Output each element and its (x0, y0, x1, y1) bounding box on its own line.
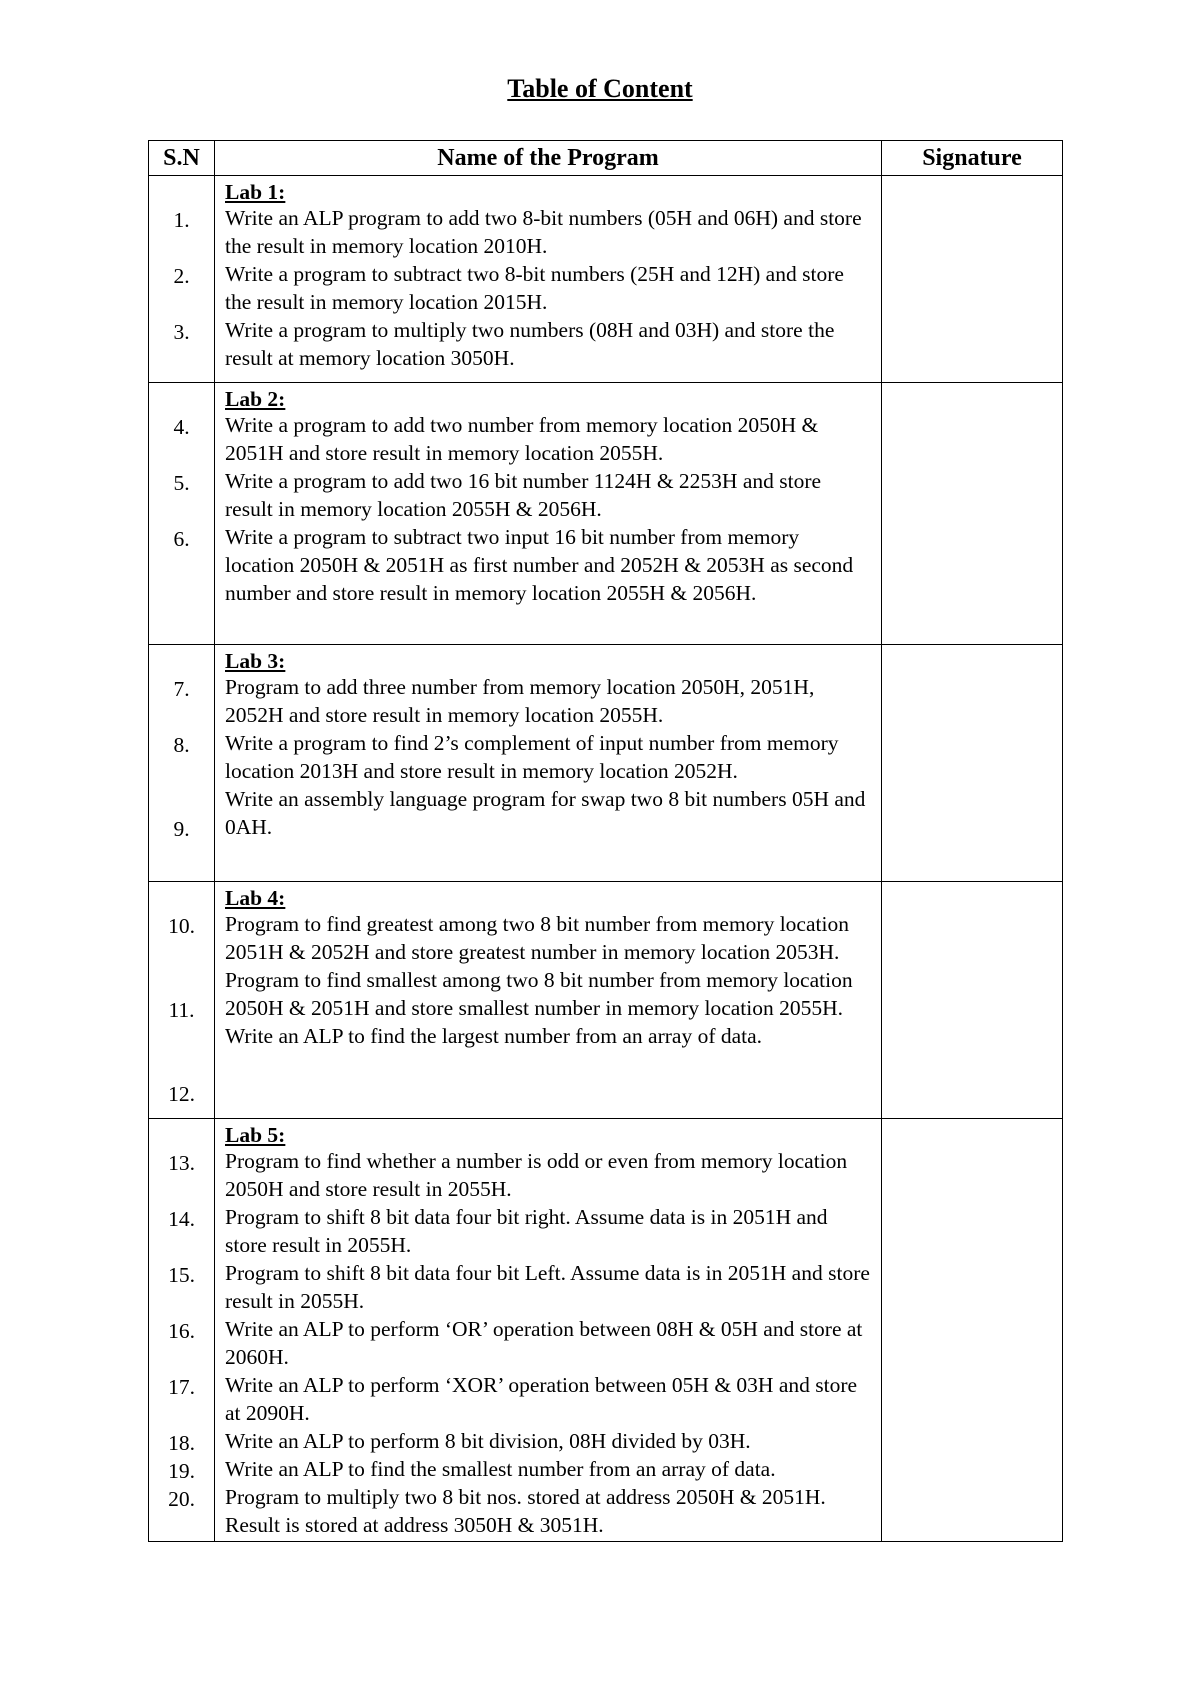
serial-number: 12. (168, 1082, 195, 1106)
program-description: Write a program to add two number from memory location 2050H & 2051H and store result in memory location 2055H. (225, 413, 819, 465)
serial-number: 17. (168, 1375, 195, 1399)
serial-number: 6. (173, 527, 190, 551)
serial-number: 13. (168, 1151, 195, 1175)
program-description: Write an ALP program to add two 8-bit numbers (05H and 06H) and store the result in memory location 2010H. (225, 206, 862, 258)
table-header-row (149, 141, 1063, 176)
serial-number: 7. (173, 677, 190, 701)
lab-row (149, 882, 1063, 1119)
program-description: Write an ALP to perform ‘XOR’ operation between 05H & 03H and store at 2090H. (225, 1373, 858, 1425)
lab-heading: Lab 4: (225, 886, 286, 910)
sn-cell (149, 383, 215, 645)
serial-number: 4. (173, 415, 190, 439)
program-name-cell (215, 176, 882, 383)
serial-number: 16. (168, 1319, 195, 1343)
program-description: Program to multiply two 8 bit nos. stored at address 2050H & 2051H. Result is stored at address 3050H & 3051H. (225, 1485, 826, 1537)
lab-row (149, 1119, 1063, 1542)
sn-cell (149, 882, 215, 1119)
program-name-cell (215, 383, 882, 645)
serial-number: 5. (173, 471, 190, 495)
signature-cell (882, 176, 1063, 383)
program-name-cell (215, 882, 882, 1119)
signature-cell (882, 383, 1063, 645)
serial-number: 3. (173, 320, 190, 344)
serial-number: 10. (168, 914, 195, 938)
sn-cell (149, 1119, 215, 1542)
program-description: Program to add three number from memory location 2050H, 2051H, 2052H and store result in memory location 2055H. (225, 675, 815, 727)
header-signature: Signature (882, 141, 1063, 176)
sn-cell (149, 645, 215, 882)
serial-number: 15. (168, 1263, 195, 1287)
serial-number: 11. (168, 998, 195, 1022)
program-name-cell (215, 1119, 882, 1542)
program-description: Write an ALP to perform 8 bit division, 08H divided by 03H. (225, 1429, 751, 1453)
program-description: Write a program to subtract two input 16 bit number from memory location 2050H & 2051H as first number and 2052H & 2053H as second number and store result in memory location 2055H & 2056H. (225, 525, 854, 605)
program-description: Program to shift 8 bit data four bit right. Assume data is in 2051H and store result in 2055H. (225, 1205, 828, 1257)
program-description: Program to find greatest among two 8 bit number from memory location 2051H & 2052H and store greatest number in memory location 2053H. (225, 912, 849, 964)
program-description: Write an ALP to find the smallest number from an array of data. (225, 1457, 776, 1481)
program-description: Program to find smallest among two 8 bit number from memory location 2050H & 2051H and store smallest number in memory location 2055H. (225, 968, 853, 1020)
lab-row (149, 645, 1063, 882)
serial-number: 9. (173, 817, 190, 841)
program-description: Write a program to multiply two numbers (08H and 03H) and store the result at memory location 3050H. (225, 318, 835, 370)
header-name: Name of the Program (215, 141, 882, 176)
signature-cell (882, 882, 1063, 1119)
serial-number: 2. (173, 264, 190, 288)
sn-cell (149, 176, 215, 383)
program-description: Write a program to add two 16 bit number 1124H & 2253H and store result in memory location 2055H & 2056H. (225, 469, 822, 521)
program-description: Write an ALP to find the largest number from an array of data. (225, 1024, 763, 1048)
serial-number: 19. (168, 1459, 195, 1483)
lab-row (149, 383, 1063, 645)
table-body (149, 176, 1063, 1542)
program-description: Write a program to subtract two 8-bit numbers (25H and 12H) and store the result in memory location 2015H. (225, 262, 844, 314)
program-description: Write an assembly language program for swap two 8 bit numbers 05H and 0AH. (225, 787, 866, 839)
program-description: Write an ALP to perform ‘OR’ operation between 08H & 05H and store at 2060H. (225, 1317, 863, 1369)
serial-number: 18. (168, 1431, 195, 1455)
page-title: Table of Content (507, 74, 693, 103)
header-sn: S.N (149, 141, 215, 176)
serial-number: 14. (168, 1207, 195, 1231)
program-description: Program to find whether a number is odd or even from memory location 2050H and store result in 2055H. (225, 1149, 848, 1201)
serial-number: 1. (173, 208, 190, 232)
program-description: Write a program to find 2’s complement of input number from memory location 2013H and store result in memory location 2052H. (225, 731, 839, 783)
lab-heading: Lab 2: (225, 387, 286, 411)
signature-cell (882, 645, 1063, 882)
lab-heading: Lab 5: (225, 1123, 286, 1147)
signature-cell (882, 1119, 1063, 1542)
lab-row (149, 176, 1063, 383)
program-name-cell (215, 645, 882, 882)
program-description: Program to shift 8 bit data four bit Left. Assume data is in 2051H and store result in 2055H. (225, 1261, 870, 1313)
lab-heading: Lab 1: (225, 180, 286, 204)
table-of-content (148, 140, 1063, 1542)
lab-heading: Lab 3: (225, 649, 286, 673)
serial-number: 8. (173, 733, 190, 757)
serial-number: 20. (168, 1487, 195, 1511)
